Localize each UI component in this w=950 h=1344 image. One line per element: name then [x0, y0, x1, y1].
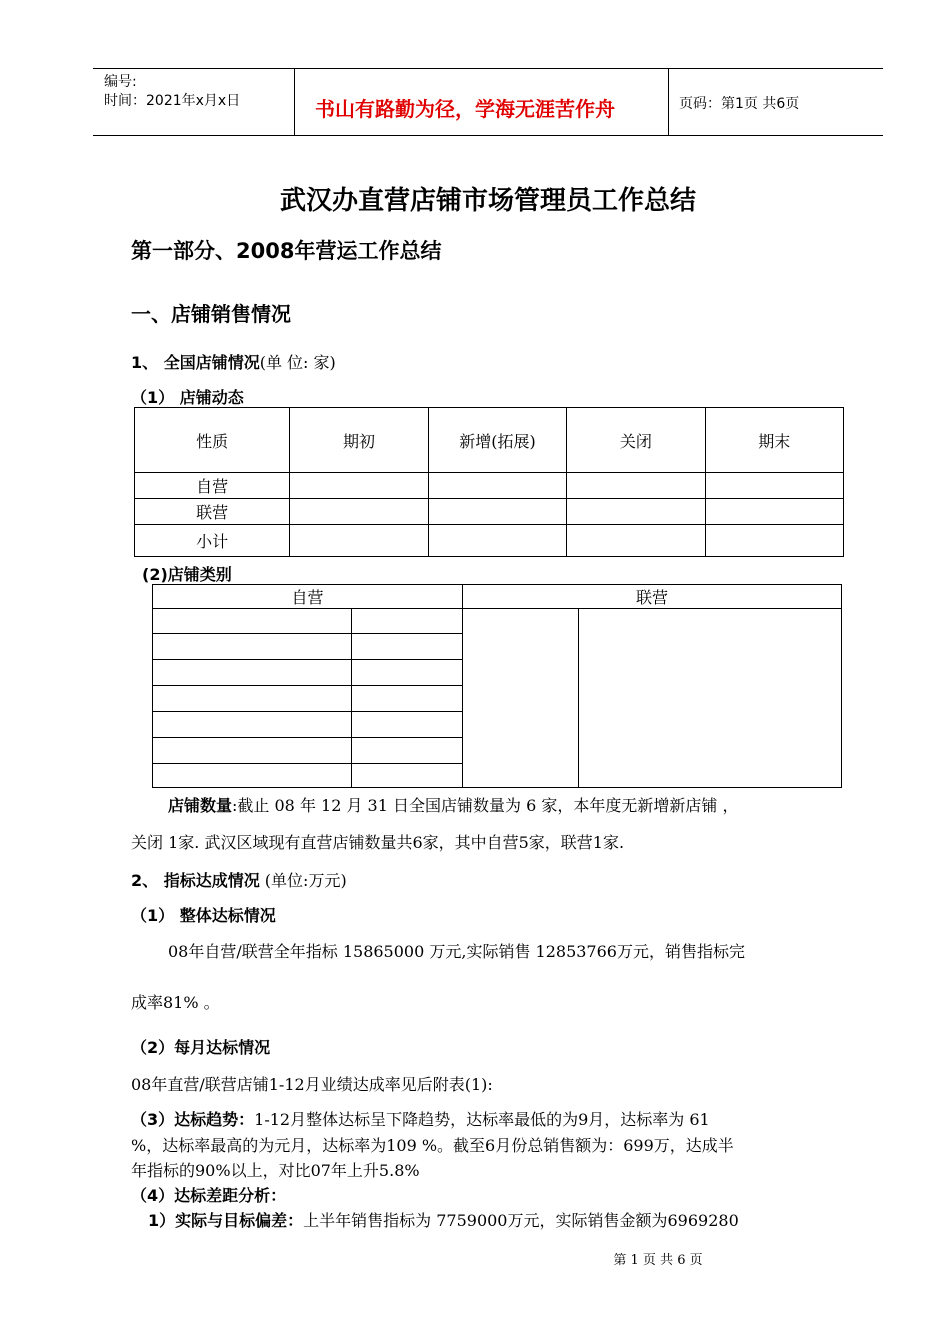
- table-cell: [351, 609, 462, 634]
- trend-line3: 年指标的90%以上，对比07年上升5.8%: [131, 1161, 420, 1180]
- header-bottom-rule: [93, 135, 883, 136]
- table-cell: [428, 473, 566, 499]
- table-cell: [705, 473, 843, 499]
- store-count-line1: [168, 793, 738, 816]
- table-cell: [153, 738, 352, 764]
- deviation-text: 上半年销售指标为 7759000万元，实际销售金额为6969280: [303, 1211, 739, 1230]
- section-title: 一、店铺销售情况: [131, 302, 291, 326]
- subsection-1: [131, 350, 336, 373]
- paragraph-2: 08年直营/联营店铺1-12月业绩达成率见后附表(1):: [131, 1075, 493, 1094]
- store-count-label: 店铺数量: [168, 796, 233, 815]
- trend-label: （3）达标趋势：: [131, 1110, 255, 1129]
- table-cell: [351, 712, 462, 738]
- table-row: [135, 499, 844, 525]
- subsection-2-title: 2、 指标达成情况: [131, 871, 260, 890]
- table-cell: [351, 764, 462, 788]
- subsection-2-1: （1） 整体达标情况: [131, 906, 276, 925]
- part-title: 第一部分、2008年营运工作总结: [131, 239, 442, 263]
- table-cell: [705, 525, 843, 557]
- th-new: 新增(拓展): [428, 408, 566, 473]
- table-cell: [351, 738, 462, 764]
- subsection-2-2: （2）每月达标情况: [131, 1038, 271, 1057]
- header-motto: 书山有路勤为径，学海无涯苦作舟: [315, 97, 615, 121]
- trend-text: 1-12月整体达标呈下降趋势，达标率最低的为9月，达标率为 61: [254, 1110, 710, 1129]
- table1-caption: （1） 店铺动态: [131, 388, 244, 407]
- table-cell: [290, 525, 428, 557]
- table-cell: [705, 499, 843, 525]
- header-top-rule: [93, 68, 883, 69]
- header-number-label: 编号:: [104, 74, 137, 90]
- table-cell: [351, 634, 462, 660]
- store-category-table: [152, 584, 842, 788]
- paragraph-1-line2: 成率81% 。: [131, 993, 220, 1012]
- table-cell: [153, 634, 352, 660]
- table-cell: [153, 712, 352, 738]
- paragraph-1-line1: 08年自营/联营全年指标 15865000 万元,实际销售 12853766万元，销售指标完: [168, 942, 745, 961]
- table-cell: [428, 499, 566, 525]
- subsection-1-unit: (单 位: 家): [259, 353, 336, 372]
- table2-header-row: [153, 585, 842, 609]
- table-cell: [463, 609, 579, 788]
- store-count-text: :截止 08 年 12 月 31 日全国店铺数量为 6 家，本年度无新增新店铺 ，: [232, 796, 739, 815]
- table-row: [153, 609, 842, 634]
- table-cell: [290, 473, 428, 499]
- table2-caption: (2)店铺类别: [142, 565, 232, 584]
- row-label-subtotal: 小计: [135, 525, 290, 557]
- row-label-joint: 联营: [135, 499, 290, 525]
- page-footer: 第 1 页 共 6 页: [613, 1253, 703, 1268]
- deviation-label: 1）实际与目标偏差：: [148, 1211, 304, 1230]
- table-cell: [567, 499, 705, 525]
- header-divider-2: [668, 68, 669, 136]
- table-cell: [351, 686, 462, 712]
- table-cell: [428, 525, 566, 557]
- table-cell: [579, 609, 842, 788]
- th-closing: 期末: [705, 408, 843, 473]
- trend-line1: [131, 1107, 710, 1130]
- th-self-operated: 自营: [153, 585, 463, 609]
- table-cell: [153, 609, 352, 634]
- trend-line2: %，达标率最高的为元月，达标率为109 %。截至6月份总销售额为：699万，达成半: [131, 1136, 734, 1155]
- deviation-line: [148, 1208, 739, 1231]
- header-time: 时间：2021年x月x日: [104, 93, 241, 109]
- table-cell: [351, 660, 462, 686]
- table-row: [135, 473, 844, 499]
- store-dynamics-table: [134, 407, 844, 557]
- table-cell: [153, 764, 352, 788]
- header-page: 页码：第1页 共6页: [679, 96, 800, 112]
- subsection-2-4: （4）达标差距分析：: [131, 1186, 287, 1205]
- table-cell: [153, 660, 352, 686]
- document-title: 武汉办直营店铺市场管理员工作总结: [279, 186, 696, 216]
- table-cell: [567, 525, 705, 557]
- header-divider-1: [294, 68, 295, 136]
- row-label-self: 自营: [135, 473, 290, 499]
- table1-header-row: [135, 408, 844, 473]
- table-cell: [567, 473, 705, 499]
- table-row: [135, 525, 844, 557]
- th-nature: 性质: [135, 408, 290, 473]
- table-cell: [153, 686, 352, 712]
- store-count-line2: 关闭 1家. 武汉区域现有直营店铺数量共6家，其中自营5家，联营1家.: [131, 833, 625, 852]
- th-closed: 关闭: [567, 408, 705, 473]
- th-opening: 期初: [290, 408, 428, 473]
- subsection-1-title: 1、 全国店铺情况: [131, 353, 260, 372]
- table-cell: [290, 499, 428, 525]
- subsection-2: [131, 868, 347, 891]
- th-joint-operated: 联营: [463, 585, 842, 609]
- subsection-2-unit: (单位:万元): [259, 871, 347, 890]
